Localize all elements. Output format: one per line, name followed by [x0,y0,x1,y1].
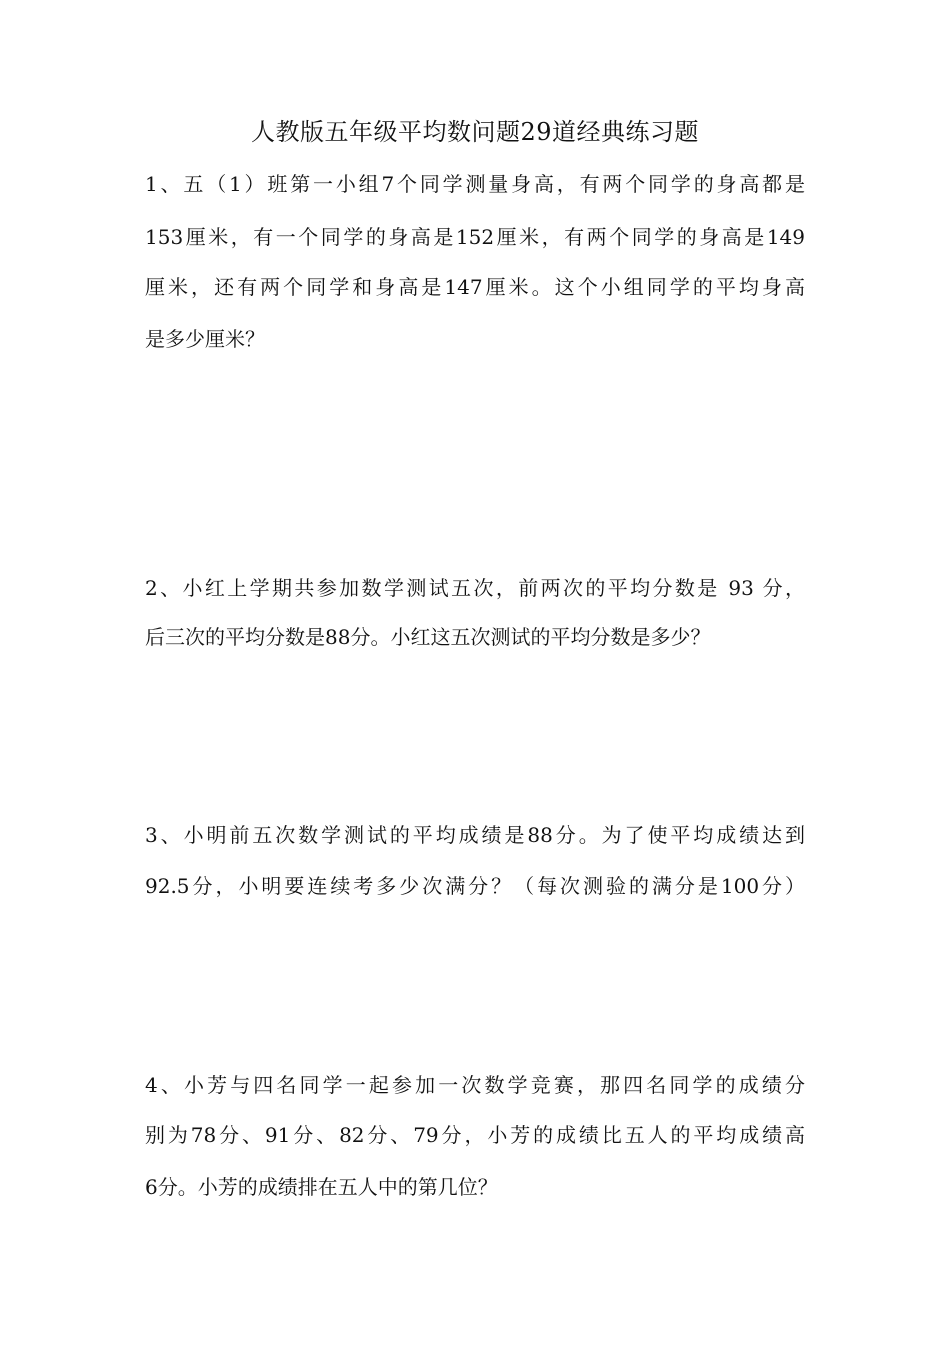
question-2-line-2: 后三次的平均分数是88分。小红这五次测试的平均分数是多少？ [145,625,711,649]
question-2-line-1: 2、小红上学期共参加数学测试五次，前两次的平均分数是 93 分， [145,576,805,600]
question-1-line-2: 153厘米，有一个同学的身高是152厘米，有两个同学的身高是149 [145,225,805,249]
question-1-line-1: 1、五（1）班第一小组7个同学测量身高，有两个同学的身高都是 [145,172,805,196]
question-3-line-1: 3、小明前五次数学测试的平均成绩是88分。为了使平均成绩达到 [145,823,805,847]
question-3-line-2: 92.5分，小明要连续考多少次满分？（每次测验的满分是100分） [145,874,805,898]
question-4-line-3: 6分。小芳的成绩排在五人中的第几位？ [145,1175,498,1199]
question-4-line-1: 4、小芳与四名同学一起参加一次数学竞赛，那四名同学的成绩分 [145,1073,805,1097]
question-1-line-3: 厘米，还有两个同学和身高是147厘米。这个小组同学的平均身高 [145,275,805,299]
question-1-line-4: 是多少厘米？ [145,327,265,351]
document-title: 人教版五年级平均数问题29道经典练习题 [250,118,700,146]
question-4-line-2: 别为78分、91分、82分、79分，小芳的成绩比五人的平均成绩高 [145,1123,805,1147]
